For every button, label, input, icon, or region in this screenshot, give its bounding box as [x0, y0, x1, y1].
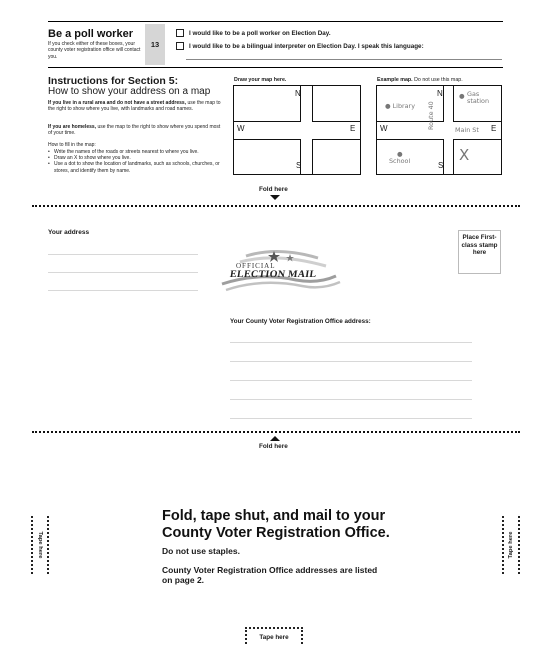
- compass-north: N: [437, 89, 443, 98]
- homeless-text: use the map to the right to show where you spend most of your time.: [48, 124, 221, 137]
- county-address-line[interactable]: [230, 399, 472, 400]
- fold-line-middle: [32, 431, 520, 433]
- mail-instructions-title: Fold, tape shut, and mail to your County Voter Registration Office.: [162, 508, 390, 541]
- logo-election-mail-text: ELECTION MAIL: [229, 269, 318, 280]
- stamp-box: Place First-class stamp here: [458, 230, 501, 274]
- instruction-steps: [48, 149, 224, 174]
- example-map-label-note: Do not use this map.: [412, 77, 463, 83]
- instruction-step: • Use a dot to show the location of landmarks, such as schools, churches, or stores, and identify them by name.: [48, 161, 224, 173]
- interpreter-checkbox[interactable]: [176, 42, 184, 50]
- tape-here-left-label: Tape here: [37, 531, 43, 559]
- library-label: Library: [392, 102, 415, 110]
- official-election-mail-logo: [218, 248, 346, 298]
- interpreter-option-label: I would like to be a bilingual interpreter on Election Day. I speak this language:: [189, 42, 424, 50]
- example-map-label: [377, 77, 463, 83]
- compass-west: W: [237, 124, 245, 133]
- poll-worker-option-row: [176, 29, 331, 37]
- library-landmark: [385, 102, 415, 110]
- main-street-label: Main St: [455, 126, 479, 134]
- rural-bold-text: If you live in a rural area and do not have a street address,: [48, 100, 187, 106]
- homeless-instructions: [48, 124, 224, 136]
- section-number-badge: 13: [145, 24, 165, 65]
- section-rule: [48, 67, 503, 68]
- poll-worker-description: If you check either of these boxes, your county voter registration office will contact you.: [48, 41, 141, 60]
- top-rule: [48, 21, 503, 22]
- landmark-dot-icon: ●: [397, 150, 403, 158]
- county-address-line[interactable]: [230, 380, 472, 381]
- address-line[interactable]: [48, 272, 198, 273]
- tape-here-right-label: Tape here: [508, 531, 514, 559]
- draw-map-label: Draw your map here.: [234, 77, 287, 83]
- language-input-line[interactable]: [186, 59, 502, 60]
- compass-south: S: [438, 161, 444, 170]
- landmark-dot-icon: ●: [459, 92, 465, 100]
- poll-worker-checkbox[interactable]: [176, 29, 184, 37]
- map-block: [312, 139, 361, 175]
- route-label: Route 40: [427, 101, 435, 130]
- landmark-dot-icon: ●: [385, 102, 391, 110]
- addresses-listed-note: County Voter Registration Office addresses are listed on page 2.: [162, 565, 378, 585]
- rural-instructions: [48, 100, 224, 112]
- address-line[interactable]: [48, 254, 198, 255]
- compass-east: E: [491, 124, 497, 133]
- home-x-mark: X: [459, 146, 470, 164]
- compass-north: N: [295, 89, 301, 98]
- compass-east: E: [350, 124, 356, 133]
- fold-here-middle: Fold here: [259, 443, 288, 450]
- tape-here-right: [502, 516, 520, 574]
- map-block: [233, 85, 301, 122]
- homeless-bold-text: If you are homeless,: [48, 124, 97, 130]
- county-address-line[interactable]: [230, 418, 472, 419]
- arrow-up-icon: [270, 436, 280, 441]
- gas-station-landmark: [459, 92, 465, 100]
- how-to-fill-heading: How to fill in the map:: [48, 142, 96, 148]
- gas-station-label: Gas station: [467, 90, 489, 105]
- poll-worker-option-label: I would like to be a poll worker on Election Day.: [189, 29, 331, 37]
- draw-map-area[interactable]: [233, 85, 361, 175]
- instruction-step: • Draw an X to show where you live.: [48, 155, 224, 161]
- compass-west: W: [380, 124, 388, 133]
- rural-text: use the map to the right to show where you live, with landmarks and road names.: [48, 100, 221, 113]
- interpreter-option-row: [176, 42, 424, 50]
- instructions-title: Instructions for Section 5:: [48, 75, 179, 87]
- county-address-line[interactable]: [230, 361, 472, 362]
- your-address-label: Your address: [48, 229, 90, 236]
- no-staples-note: Do not use staples.: [162, 546, 240, 556]
- instruction-step: • Write the names of the roads or streets nearest to where you live.: [48, 149, 224, 155]
- compass-south: S: [296, 161, 302, 170]
- poll-worker-title: Be a poll worker: [48, 28, 133, 40]
- county-address-line[interactable]: [230, 342, 472, 343]
- fold-here-top: Fold here: [259, 186, 288, 193]
- address-line[interactable]: [48, 290, 198, 291]
- school-label: School: [389, 157, 411, 165]
- tape-here-left: [31, 516, 49, 574]
- example-map-label-bold: Example map.: [377, 77, 413, 83]
- fold-line-top: [32, 205, 520, 207]
- example-map: [376, 85, 502, 175]
- arrow-down-icon: [270, 195, 280, 200]
- county-office-address-label: Your County Voter Registration Office address:: [230, 318, 371, 325]
- tape-here-bottom: Tape here: [245, 627, 303, 644]
- map-block: [233, 139, 301, 175]
- logo-official-text: OFFICIAL: [236, 262, 276, 270]
- map-block: [312, 85, 361, 122]
- instructions-subtitle: How to show your address on a map: [48, 86, 211, 97]
